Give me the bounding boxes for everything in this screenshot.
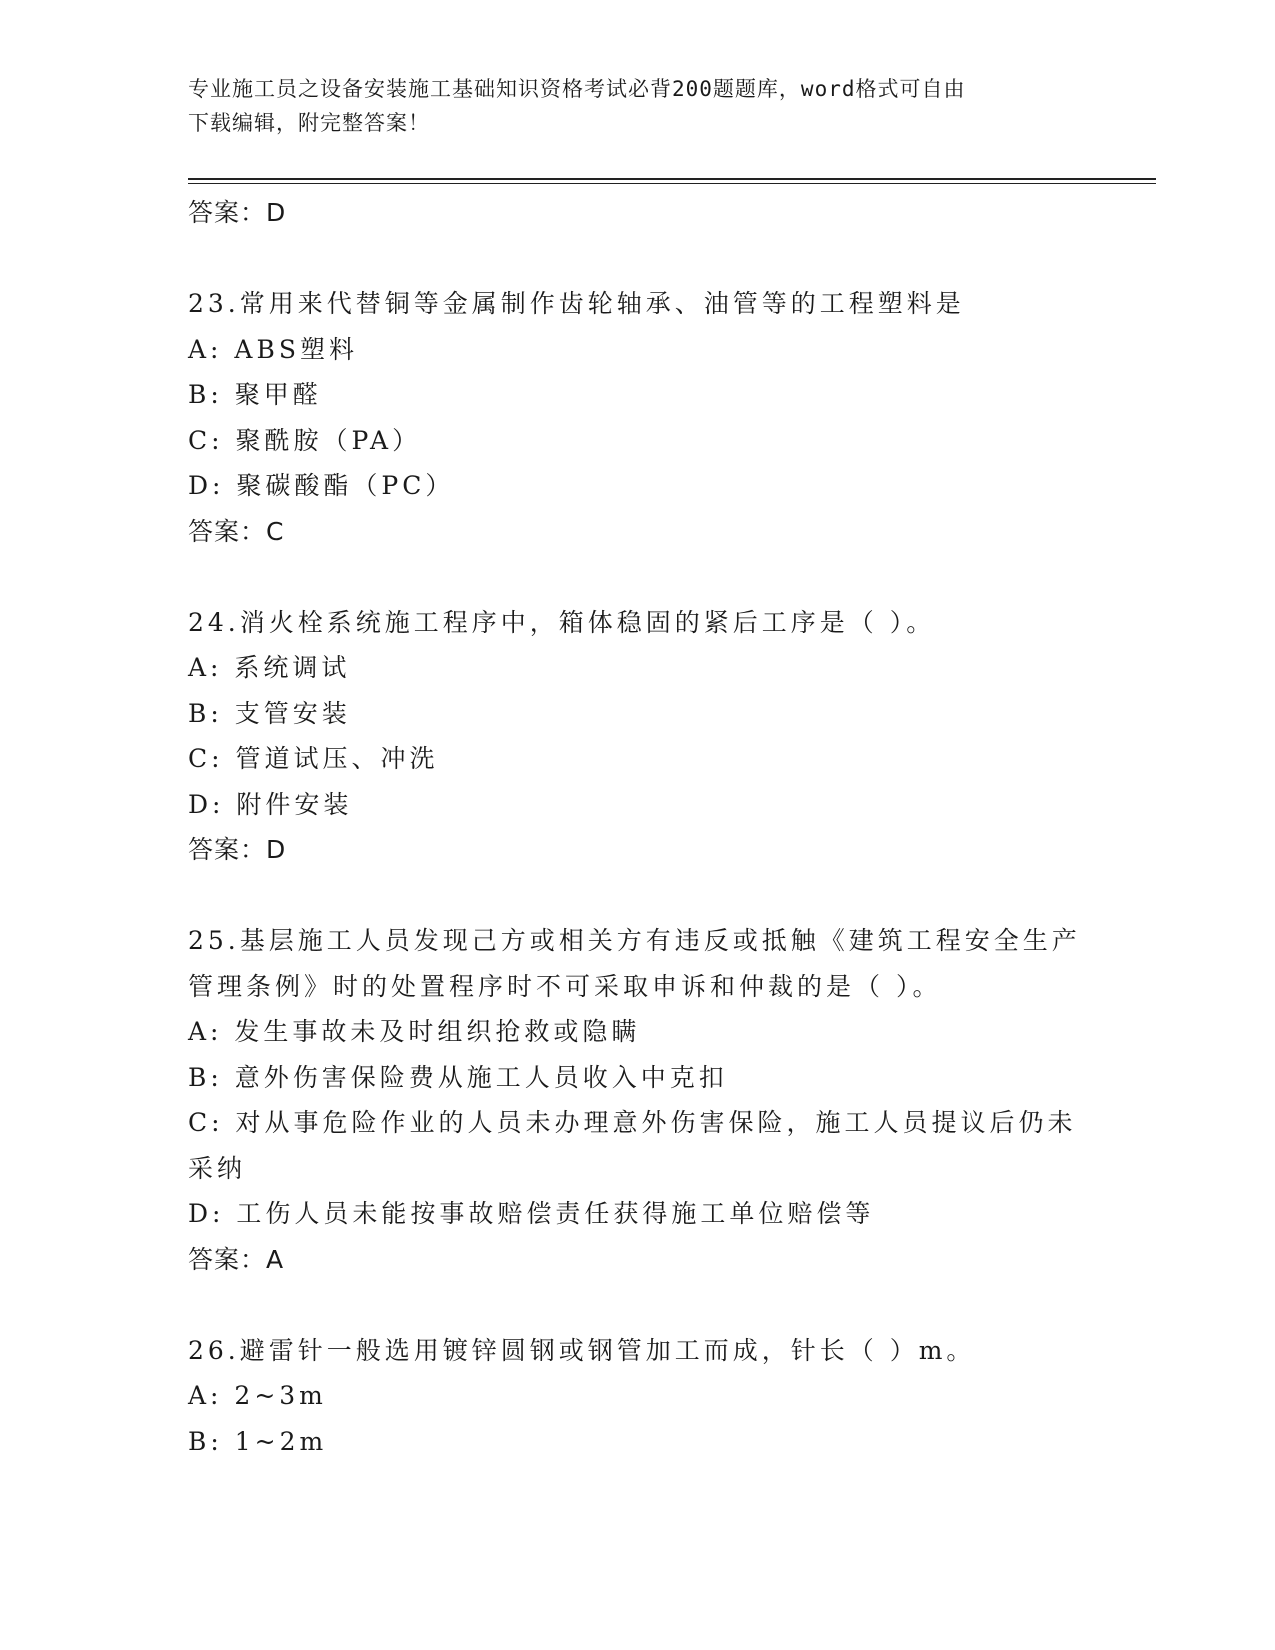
- question-stem: 26.避雷针一般选用镀锌圆钢或钢管加工而成，针长（ ）m。: [188, 1335, 976, 1365]
- answer-line: 答案：D: [188, 198, 287, 227]
- spacer: [188, 554, 1088, 600]
- spacer: [188, 1282, 1088, 1328]
- option-c-line-1: C: 对从事危险作业的人员未办理意外伤害保险，施工人员提议后仍未: [188, 1108, 1077, 1137]
- question-26: [188, 1328, 1088, 1465]
- question-25: [188, 918, 1088, 1282]
- spacer: [188, 873, 1088, 919]
- question-stem-line-2: 管理条例》时的处置程序时不可采取申诉和仲裁的是（ ）。: [188, 971, 942, 1001]
- option-a: A: 发生事故未及时组织抢救或隐瞒: [188, 1017, 641, 1046]
- spacer: [188, 236, 1088, 282]
- header-line-1: 专业施工员之设备安装施工基础知识资格考试必背200题题库，word格式可自由: [188, 77, 966, 101]
- question-stem-line-1: 25.基层施工人员发现己方或相关方有违反或抵触《建筑工程安全生产: [188, 926, 1081, 955]
- header-divider-thick: [188, 178, 1156, 180]
- header-divider-thin: [188, 183, 1156, 184]
- option-c: C: 管道试压、冲洗: [188, 744, 439, 773]
- option-d: D: 聚碳酸酯（PC）: [188, 471, 455, 500]
- option-b: B: 1~2m: [188, 1426, 328, 1456]
- option-a: A: 2~3m: [188, 1381, 327, 1410]
- question-stem: 23.常用来代替铜等金属制作齿轮轴承、油管等的工程塑料是: [188, 289, 965, 318]
- question-24: [188, 600, 1088, 873]
- option-b: B: 意外伤害保险费从施工人员收入中克扣: [188, 1062, 728, 1092]
- option-d: D: 附件安装: [188, 789, 353, 819]
- answer-line: 答案：C: [188, 516, 285, 546]
- option-a: A: 系统调试: [188, 653, 351, 682]
- option-d: D: 工伤人员未能按事故赔偿责任获得施工单位赔偿等: [188, 1199, 875, 1228]
- document-body: [188, 190, 1088, 1464]
- header-line-2: 下载编辑，附完整答案！: [188, 111, 430, 135]
- question-stem: 24.消火栓系统施工程序中，箱体稳固的紧后工序是（ ）。: [188, 607, 936, 637]
- option-a: A: ABS塑料: [188, 334, 358, 364]
- answer-line: 答案：D: [188, 835, 287, 864]
- option-c: C: 聚酰胺（PA）: [188, 425, 422, 455]
- option-b: B: 支管安装: [188, 698, 351, 728]
- document-header: [188, 72, 1088, 140]
- question-23: [188, 281, 1088, 554]
- option-c-line-2: 采纳: [188, 1153, 247, 1183]
- answer-line: 答案：A: [188, 1244, 285, 1274]
- option-b: B: 聚甲醛: [188, 380, 322, 409]
